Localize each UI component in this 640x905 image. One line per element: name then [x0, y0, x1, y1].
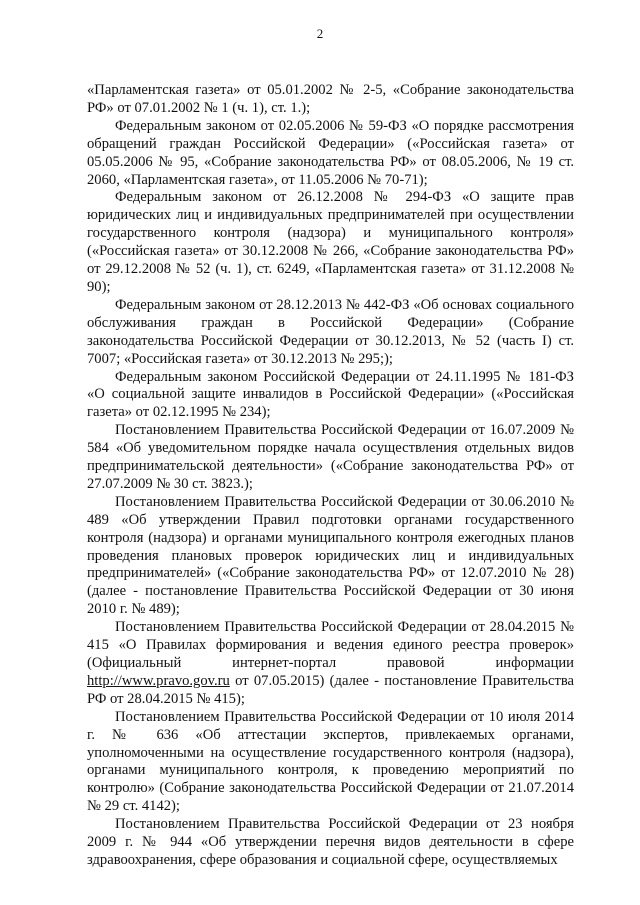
paragraph-text: Постановлением Правительства Российской Федерации от 28.04.2015 № 415 «О Правилах формирования и ведения единого реестра проверок» (Официальный интернет-портал правовой информации	[87, 619, 574, 671]
paragraph-federal-law-442: Федеральным законом от 28.12.2013 № 442-ФЗ «Об основах социального обслуживания граждан в Российской Федерации» (Собрание законодательства Российской Федерации от 30.12.2013, № 52 (часть I) ст. 7007; «Российская газета» от 30.12.2013 № 295;);	[87, 296, 574, 367]
paragraph-federal-law-181: Федеральным законом Российской Федерации от 24.11.1995 № 181-ФЗ «О социальной защите инвалидов в Российской Федерации» («Российская газета» от 02.12.1995 № 234);	[87, 368, 574, 421]
page-number: 2	[316, 26, 324, 41]
paragraph-resolution-584: Постановлением Правительства Российской Федерации от 16.07.2009 № 584 «Об уведомительном порядке начала осуществления отдельных видов предпринимательской деятельности» («Собрание законодательства РФ» от 27.07.2009 № 30 ст. 3823.);	[87, 422, 574, 492]
paragraph-text: от 07.05.2015) (далее - постановление Правительства РФ от 28.04.2015 № 415);	[87, 672, 574, 707]
pravo-gov-link[interactable]: http://www.pravo.gov.ru	[87, 672, 230, 689]
paragraph-resolution-636: Постановлением Правительства Российской Федерации от 10 июля 2014 г. № 636 «Об аттестации экспертов, привлекаемых органами, уполномоченными на осуществление государственного контроля (надзора), органами муниципального контроля, к проведению мероприятий по контролю» (Собрание законодательства Российской Федерации от 21.07.2014 № 29 ст. 4142);	[87, 708, 574, 815]
paragraph-federal-law-294: Федеральным законом от 26.12.2008 № 294-ФЗ «О защите прав юридических лиц и индивидуальных предпринимателей при осуществлении государственного контроля (надзора) и муниципального контроля» («Российская газета» от 30.12.2008 № 266, «Собрание законодательства РФ» от 29.12.2008 № 52 (ч. 1), ст. 6249, «Парламентская газета» от 31.12.2008 № 90);	[87, 189, 574, 295]
document-body	[87, 82, 574, 870]
paragraph-resolution-489: Постановлением Правительства Российской Федерации от 30.06.2010 № 489 «Об утверждении Правил подготовки органами государственного контроля (надзора) и органами муниципального контроля ежегодных планов проведения плановых проверок юридических лиц и индивидуальных предпринимателей» («Собрание законодательства РФ» от 12.07.2010 № 28) (далее - постановление Правительства Российской Федерации от 30 июня 2010 г. № 489);	[87, 493, 574, 618]
paragraph-federal-law-59: Федеральным законом от 02.05.2006 № 59-ФЗ «О порядке рассмотрения обращений граждан Российской Федерации» («Российская газета» от 05.05.2006 № 95, «Собрание законодательства РФ» от 08.05.2006, № 19 ст. 2060, «Парламентская газета», от 11.05.2006 № 70-71);	[87, 117, 574, 188]
paragraph-resolution-944: Постановлением Правительства Российской Федерации от 23 ноября 2009 г. № 944 «Об утверждении перечня видов деятельности в сфере здравоохранения, сфере образования и социальной сфере, осуществляемых	[87, 816, 574, 868]
paragraph-law-citation-continued: «Парламентская газета» от 05.01.2002 № 2-5, «Собрание законодательства РФ» от 07.01.2002 № 1 (ч. 1), ст. 1.);	[87, 82, 574, 116]
paragraph-resolution-415	[87, 619, 574, 709]
